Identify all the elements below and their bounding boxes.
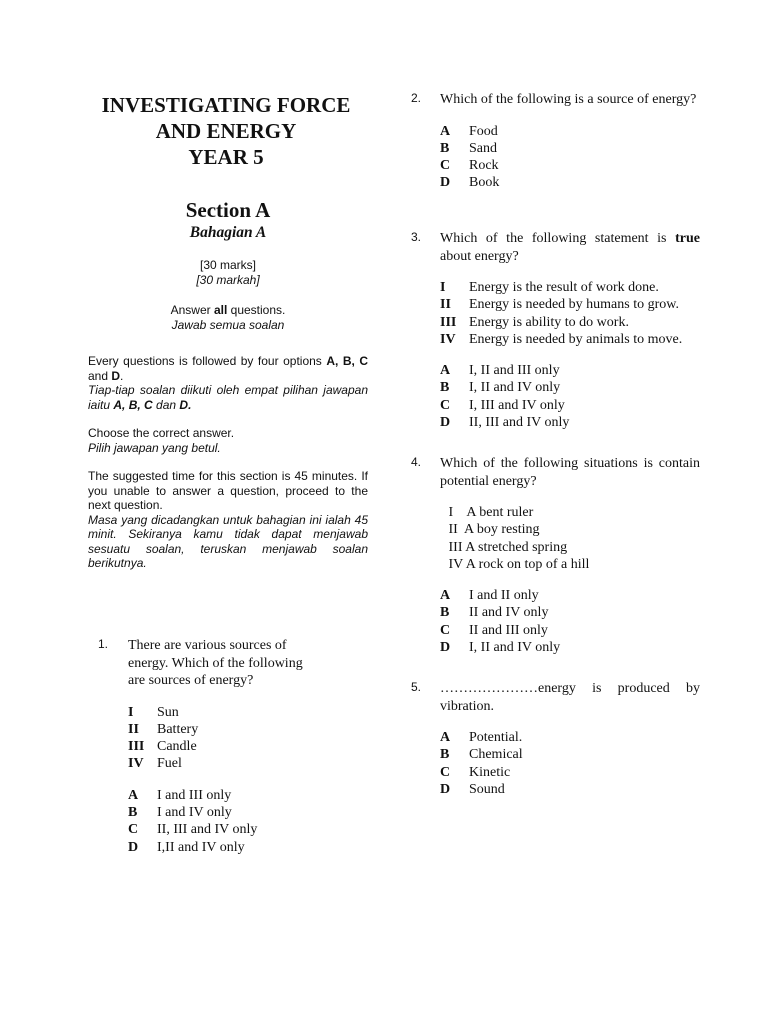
option-a: A Potential. — [440, 730, 523, 745]
statement-item: III Candle — [128, 739, 197, 755]
section-subtitle-malay: Bahagian A — [189, 224, 267, 241]
option-b: B II and IV only — [440, 605, 549, 621]
statement-list — [128, 704, 338, 773]
section-title: Section A — [185, 198, 271, 222]
statement-item: IV A rock on top of a hill — [445, 556, 590, 572]
title-line: INVESTIGATING FORCE — [101, 93, 351, 117]
answer-options — [440, 729, 700, 798]
question-2 — [411, 91, 700, 192]
option-b: B I and IV only — [128, 804, 232, 820]
statement-item: I A bent ruler — [445, 505, 534, 520]
marks-label-malay: [30 markah] — [196, 272, 260, 287]
option-a: A I, II and III only — [440, 363, 560, 379]
question-text: Which of the following statement is true about energy? — [440, 231, 700, 264]
question-text: Which of the following is a source of energy? — [440, 92, 697, 107]
question-number: 4. — [411, 455, 422, 469]
title-line: AND ENERGY — [155, 119, 297, 143]
option-a: A Food — [440, 123, 498, 139]
question-3 — [411, 230, 700, 431]
marks-label: [30 marks] — [199, 258, 256, 272]
question-text: …………………energy is produced by vibration. — [440, 681, 700, 714]
statement-list — [445, 504, 700, 573]
answer-options — [440, 587, 700, 656]
statement-item: IV Fuel — [128, 756, 182, 772]
question-5 — [411, 680, 700, 798]
statement-item: I Sun — [128, 704, 179, 720]
question-text: There are various sources of energy. Which of the following are sources of energy? — [128, 638, 303, 688]
statement-item: II A boy resting — [445, 522, 540, 538]
question-number: 1. — [98, 637, 109, 651]
option-b: B Sand — [440, 140, 497, 156]
option-a: A I and II only — [440, 588, 539, 604]
option-d: D I, II and IV only — [440, 640, 561, 656]
choose-instruction: Choose the correct answer. — [88, 426, 235, 440]
answer-all-block — [88, 303, 368, 332]
options-instruction-malay: Tiap-tiap soalan diikuti oleh empat pilihan jawapan iaitu A, B, C dan D. — [88, 383, 368, 412]
question-text: Which of the following situations is contain potential energy? — [440, 456, 700, 489]
answer-all-text: Answer all questions. — [170, 303, 286, 317]
document-title — [84, 92, 368, 170]
option-c: C II and III only — [440, 622, 548, 638]
option-d: D Book — [440, 175, 500, 191]
statement-item: II Battery — [128, 721, 199, 737]
option-c: C Rock — [440, 158, 499, 174]
answer-all-malay: Jawab semua soalan — [171, 317, 285, 332]
time-instruction-malay: Masa yang dicadangkan untuk bahagian ini ialah 45 minit. Sekiranya kamu tidak dapat menjawab sesuatu soalan, teruskan menjawab soalan berikutnya. — [88, 512, 368, 570]
option-a: A I and III only — [128, 787, 232, 803]
option-c: C Kinetic — [440, 764, 511, 780]
option-d: D I,II and IV only — [128, 839, 245, 855]
instructions — [88, 354, 368, 571]
left-column — [88, 92, 368, 571]
option-d: D Sound — [440, 781, 505, 797]
statement-item: II Energy is needed by humans to grow. — [440, 297, 679, 313]
option-c: C II, III and IV only — [128, 822, 258, 838]
answer-options — [440, 362, 700, 431]
statement-list — [440, 279, 700, 348]
answer-options — [128, 787, 338, 856]
time-instruction: The suggested time for this section is 45 minutes. If you unable to answer a question, proceed to the next question. — [88, 469, 368, 512]
statement-item: III Energy is ability to do work. — [440, 314, 629, 330]
marks-block — [88, 258, 368, 287]
title-line: YEAR 5 — [188, 145, 264, 169]
options-instruction: Every questions is followed by four options A, B, C and D. — [88, 354, 369, 383]
choose-instruction-malay: Pilih jawapan yang betul. — [88, 440, 221, 455]
answer-options — [440, 123, 700, 192]
question-4 — [411, 455, 700, 656]
question-number: 3. — [411, 230, 422, 244]
question-number: 5. — [411, 680, 422, 694]
statement-item: III A stretched spring — [445, 539, 568, 555]
option-b: B I, II and IV only — [440, 380, 561, 396]
option-c: C I, III and IV only — [440, 397, 565, 413]
statement-item: I Energy is the result of work done. — [440, 280, 659, 295]
statement-item: IV Energy is needed by animals to move. — [440, 331, 683, 347]
question-1 — [98, 637, 338, 856]
question-number: 2. — [411, 91, 422, 105]
option-b: B Chemical — [440, 747, 523, 763]
option-d: D II, III and IV only — [440, 415, 570, 431]
